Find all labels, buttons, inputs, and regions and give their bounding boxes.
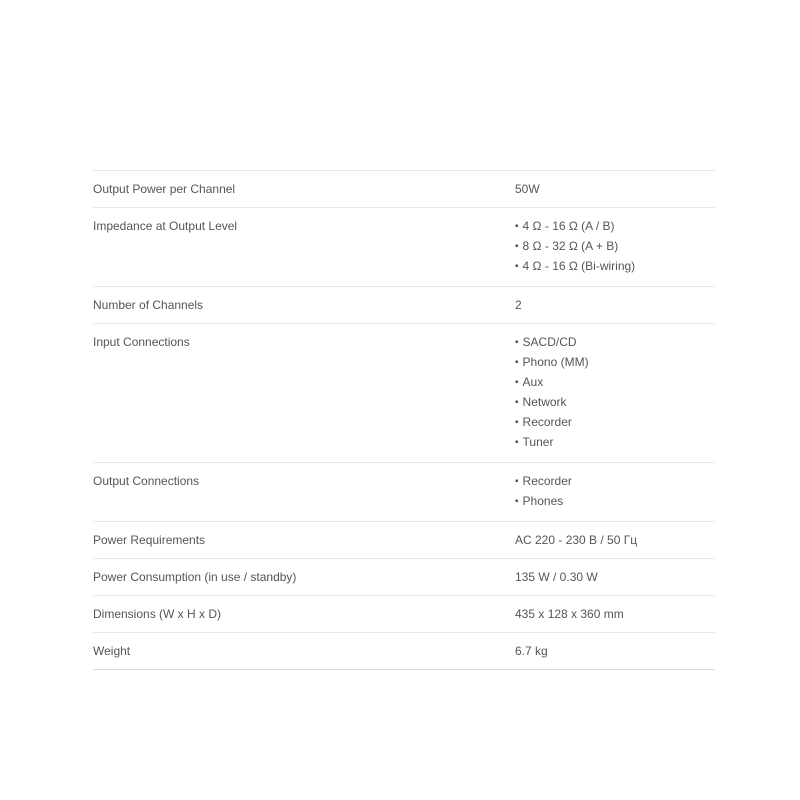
spec-label: Output Connections: [93, 474, 200, 488]
spec-table: [93, 170, 715, 670]
spec-value: 6.7 kg: [515, 644, 548, 658]
spec-label: Power Requirements: [93, 533, 206, 547]
spec-row-power-requirements: [93, 522, 715, 559]
spec-row-impedance: [93, 208, 715, 287]
spec-row-channels: [93, 287, 715, 324]
list-item: ▪ Network: [515, 393, 715, 413]
bullet-list: [515, 217, 715, 277]
spec-row-dimensions: [93, 596, 715, 633]
spec-value-list: [515, 472, 715, 512]
bullet-list: [515, 472, 715, 512]
spec-row-power-consumption: [93, 559, 715, 596]
spec-label: Output Power per Channel: [93, 182, 236, 196]
list-item: ▪ Aux: [515, 373, 715, 393]
spec-row-output-power: [93, 171, 715, 208]
spec-value: AC 220 - 230 В / 50 Гц: [515, 533, 638, 547]
list-item: ▪ 4 Ω - 16 Ω (A / B): [515, 217, 715, 237]
list-item: ▪ Tuner: [515, 433, 715, 453]
bullet-list: [515, 333, 715, 453]
spec-label: Weight: [93, 644, 131, 658]
spec-row-output-connections: [93, 463, 715, 522]
spec-value: 135 W / 0.30 W: [515, 570, 598, 584]
spec-value-list: [515, 217, 715, 277]
list-item: ▪ Phones: [515, 492, 715, 512]
list-item: ▪ Recorder: [515, 472, 715, 492]
list-item: ▪ 4 Ω - 16 Ω (Bi-wiring): [515, 257, 715, 277]
list-item: ▪ 8 Ω - 32 Ω (A + B): [515, 237, 715, 257]
spec-value: 2: [515, 298, 522, 312]
spec-value-list: [515, 333, 715, 453]
spec-label: Power Consumption (in use / standby): [93, 570, 297, 584]
spec-value: 50W: [515, 182, 540, 196]
spec-row-input-connections: [93, 324, 715, 463]
spec-row-weight: [93, 633, 715, 670]
spec-label: Input Connections: [93, 335, 190, 349]
spec-value: 435 x 128 x 360 mm: [515, 607, 624, 621]
list-item: ▪ SACD/CD: [515, 333, 715, 353]
spec-label: Dimensions (W x H x D): [93, 607, 222, 621]
list-item: ▪ Phono (MM): [515, 353, 715, 373]
list-item: ▪ Recorder: [515, 413, 715, 433]
spec-label: Impedance at Output Level: [93, 219, 238, 233]
spec-label: Number of Channels: [93, 298, 204, 312]
